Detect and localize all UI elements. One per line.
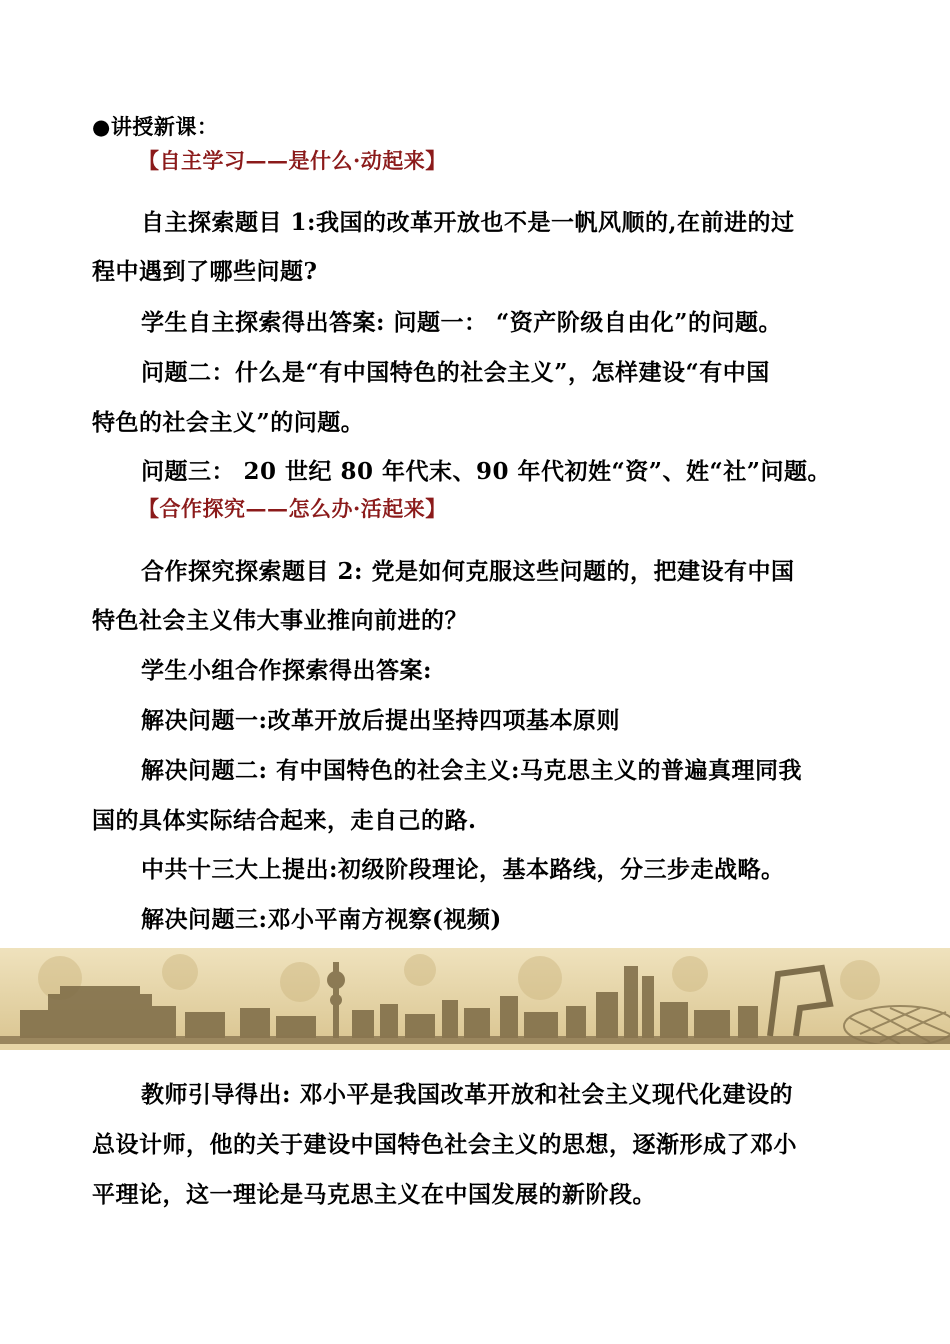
question-2-line-1: 合作探究探索题目 2: 党是如何克服这些问题的，把建设有中国 [141, 558, 795, 585]
section-heading-self-study: 【自主学习——是什么·动起来】 [138, 148, 447, 173]
teacher-conclusion-line-2: 总设计师，他的关于建设中国特色社会主义的思想，逐渐形成了邓小 [92, 1131, 797, 1158]
question-1-line-1: 自主探索题目 1:我国的改革开放也不是一帆风顺的,在前进的过 [141, 209, 795, 236]
teacher-conclusion-line-1: 教师引导得出: 邓小平是我国改革开放和社会主义现代化建设的 [141, 1081, 793, 1108]
teacher-conclusion-line-3: 平理论，这一理论是马克思主义在中国发展的新阶段。 [92, 1181, 656, 1208]
solution-2-line-2: 国的具体实际结合起来，走自己的路. [92, 807, 477, 834]
section-heading-cooperative: 【合作探究——怎么办·活起来】 [138, 496, 447, 521]
solution-2-line-1: 解决问题二: 有中国特色的社会主义:马克思主义的普遍真理同我 [141, 757, 802, 784]
group-answer-intro: 学生小组合作探索得出答案: [141, 657, 432, 684]
question-1-line-2: 程中遇到了哪些问题? [92, 258, 318, 285]
city-skyline-banner [0, 948, 950, 1050]
solution-3: 解决问题三:邓小平南方视察(视频) [141, 906, 502, 933]
question-2-line-2: 特色社会主义伟大事业推向前进的？ [92, 607, 468, 634]
answer-problem-2-line-1: 问题二：什么是“有中国特色的社会主义”，怎样建设“有中国 [141, 359, 770, 386]
solution-1: 解决问题一:改革开放后提出坚持四项基本原则 [141, 707, 620, 734]
answer-problem-3: 问题三： 20 世纪 80 年代末、90 年代初姓“资”、姓“社”问题。 [141, 458, 831, 485]
answer-problem-1: 学生自主探索得出答案: 问题一： “资产阶级自由化”的问题。 [141, 309, 782, 336]
bullet-heading: ●讲授新课： [92, 114, 219, 139]
answer-problem-2-line-2: 特色的社会主义”的问题。 [92, 409, 365, 436]
congress-13-line: 中共十三大上提出:初级阶段理论，基本路线，分三步走战略。 [141, 856, 785, 883]
